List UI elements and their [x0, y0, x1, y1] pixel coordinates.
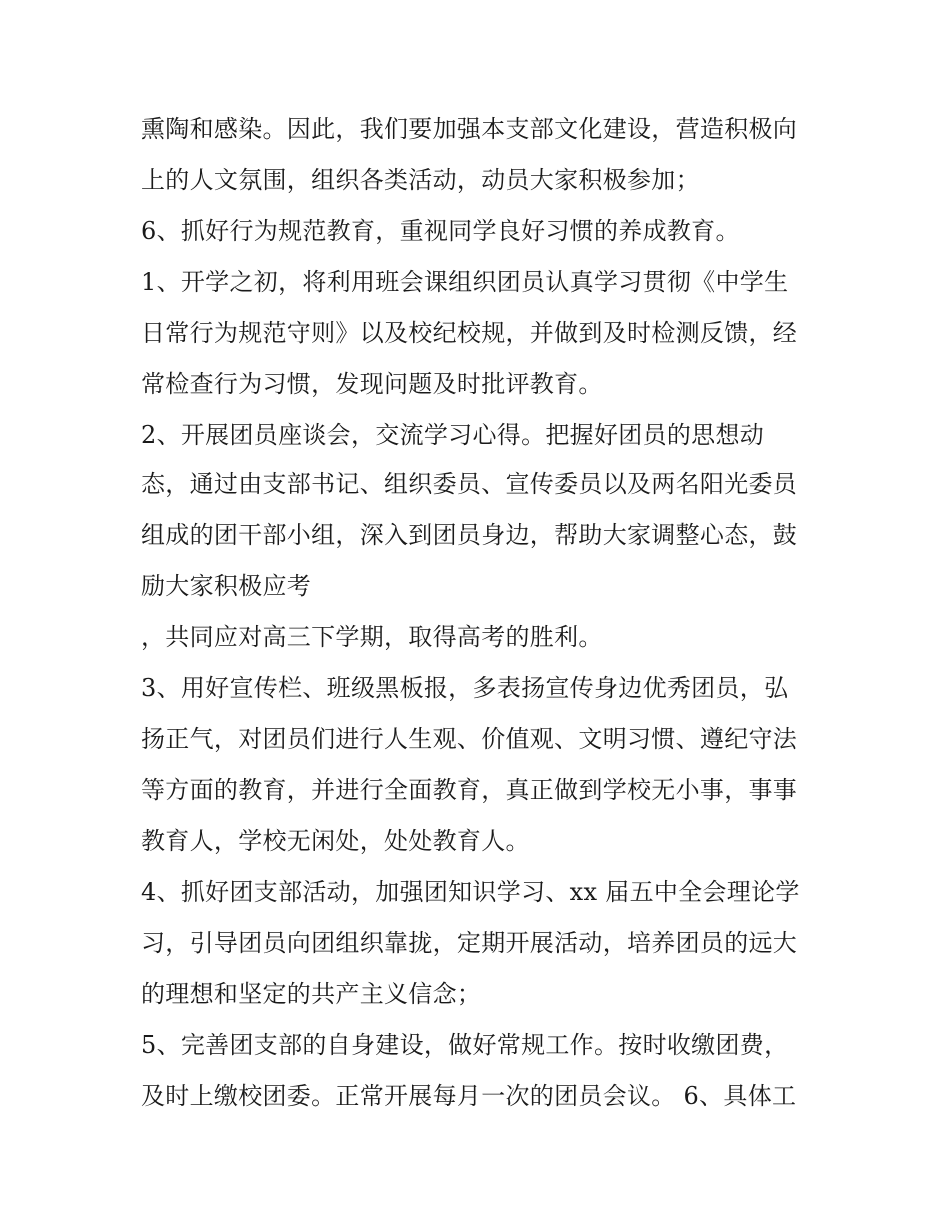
- text-line: 4、抓好团支部活动，加强团知识学习、xx 届五中全会理论学: [141, 878, 800, 906]
- text-line: 教育人，学校无闲处，处处教育人。: [141, 827, 530, 855]
- text-line: 2、开展团员座谈会，交流学习心得。把握好团员的思想动: [141, 421, 765, 449]
- text-line: 6、抓好行为规范教育，重视同学良好习惯的养成教育。: [141, 217, 740, 245]
- text-line: 励大家积极应考: [141, 572, 312, 600]
- text-line: 3、用好宣传栏、班级黑板报，多表扬宣传身边优秀团员，弘: [141, 674, 789, 702]
- text-line: ，共同应对高三下学期，取得高考的胜利。: [141, 623, 603, 651]
- text-line: 扬正气，对团员们进行人生观、价值观、文明习惯、遵纪守法: [141, 725, 798, 753]
- text-line: 组成的团干部小组，深入到团员身边，帮助大家调整心态，鼓: [141, 521, 798, 549]
- text-line: 态，通过由支部书记、组织委员、宣传委员以及两名阳光委员: [141, 470, 798, 498]
- text-line: 习，引导团员向团组织靠拢，定期开展活动，培养团员的远大: [141, 929, 798, 957]
- text-line: 5、完善团支部的自身建设，做好常规工作。按时收缴团费，: [141, 1031, 789, 1059]
- text-line: 日常行为规范守则》以及校纪校规，并做到及时检测反馈，经: [141, 319, 798, 347]
- text-line: 熏陶和感染。因此，我们要加强本支部文化建设，营造积极向: [141, 115, 798, 143]
- text-line: 等方面的教育，并进行全面教育，真正做到学校无小事，事事: [141, 776, 798, 804]
- text-line: 上的人文氛围，组织各类活动，动员大家积极参加；: [141, 166, 700, 194]
- text-line: 及时上缴校团委。正常开展每月一次的团员会议。 6、具体工: [141, 1082, 797, 1110]
- text-line: 1、开学之初，将利用班会课组织团员认真学习贯彻《中学生: [141, 268, 789, 296]
- text-line: 常检查行为习惯，发现问题及时批评教育。: [141, 370, 603, 398]
- text-line: 的理想和坚定的共产主义信念；: [141, 980, 482, 1008]
